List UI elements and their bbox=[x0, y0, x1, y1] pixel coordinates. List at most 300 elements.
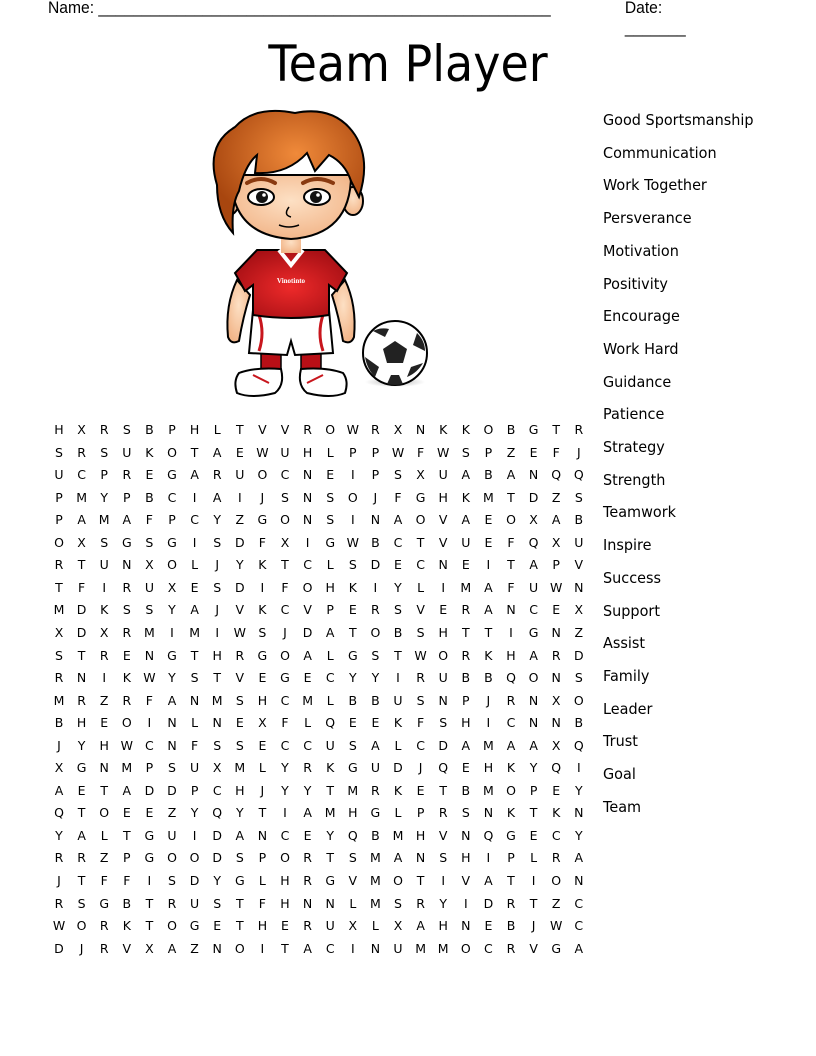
grid-letter[interactable]: T bbox=[461, 624, 470, 640]
grid-letter[interactable]: S bbox=[100, 534, 109, 550]
grid-letter[interactable]: F bbox=[190, 737, 199, 753]
grid-letter[interactable]: K bbox=[258, 557, 267, 573]
grid-letter[interactable]: Y bbox=[235, 805, 244, 821]
grid-letter[interactable]: I bbox=[260, 579, 265, 595]
grid-letter[interactable]: T bbox=[190, 647, 199, 663]
grid-letter[interactable]: W bbox=[256, 444, 269, 460]
grid-letter[interactable]: I bbox=[373, 579, 378, 595]
grid-letter[interactable]: T bbox=[145, 918, 154, 934]
grid-letter[interactable]: J bbox=[215, 602, 220, 618]
grid-letter[interactable]: M bbox=[437, 940, 449, 956]
grid-letter[interactable]: C bbox=[484, 940, 493, 956]
grid-letter[interactable]: D bbox=[528, 489, 539, 505]
grid-letter[interactable]: K bbox=[439, 422, 448, 437]
grid-letter[interactable]: O bbox=[506, 782, 516, 798]
grid-letter[interactable]: E bbox=[348, 715, 357, 731]
grid-letter[interactable]: C bbox=[280, 737, 290, 753]
grid-letter[interactable]: M bbox=[369, 895, 381, 911]
grid-letter[interactable]: M bbox=[143, 624, 155, 640]
grid-letter[interactable]: E bbox=[371, 715, 380, 731]
grid-letter[interactable]: C bbox=[506, 715, 516, 731]
grid-letter[interactable]: G bbox=[528, 422, 539, 437]
grid-letter[interactable]: S bbox=[55, 647, 63, 663]
grid-letter[interactable]: P bbox=[123, 489, 131, 505]
grid-letter[interactable]: T bbox=[235, 918, 244, 934]
grid-letter[interactable]: D bbox=[302, 624, 313, 640]
grid-letter[interactable]: K bbox=[122, 918, 131, 934]
grid-letter[interactable]: O bbox=[257, 467, 268, 483]
grid-letter[interactable]: I bbox=[192, 827, 197, 843]
grid-letter[interactable]: P bbox=[462, 692, 470, 708]
grid-letter[interactable]: A bbox=[529, 647, 538, 663]
grid-letter[interactable]: C bbox=[280, 602, 290, 618]
grid-letter[interactable]: N bbox=[167, 715, 177, 731]
grid-letter[interactable]: T bbox=[348, 624, 357, 640]
grid-letter[interactable]: L bbox=[326, 692, 334, 708]
grid-letter[interactable]: X bbox=[393, 422, 403, 437]
grid-letter[interactable]: S bbox=[394, 602, 402, 618]
grid-letter[interactable]: N bbox=[438, 557, 448, 573]
grid-letter[interactable]: A bbox=[529, 557, 538, 573]
grid-letter[interactable]: Y bbox=[303, 782, 312, 798]
grid-letter[interactable]: B bbox=[461, 670, 471, 686]
grid-letter[interactable]: W bbox=[346, 534, 359, 550]
grid-letter[interactable]: J bbox=[57, 737, 61, 753]
grid-letter[interactable]: J bbox=[486, 692, 491, 708]
grid-letter[interactable]: C bbox=[280, 467, 290, 483]
grid-letter[interactable]: X bbox=[54, 624, 64, 640]
grid-letter[interactable]: G bbox=[370, 805, 381, 821]
grid-letter[interactable]: G bbox=[528, 624, 539, 640]
grid-letter[interactable]: R bbox=[77, 692, 86, 708]
grid-letter[interactable]: P bbox=[371, 467, 380, 483]
grid-letter[interactable]: K bbox=[484, 647, 493, 663]
grid-letter[interactable]: R bbox=[122, 579, 132, 595]
grid-letter[interactable]: Q bbox=[483, 827, 494, 843]
grid-letter[interactable]: Z bbox=[99, 850, 109, 866]
grid-letter[interactable]: Z bbox=[506, 444, 516, 460]
grid-letter[interactable]: M bbox=[482, 782, 494, 798]
grid-letter[interactable]: S bbox=[77, 895, 86, 911]
grid-letter[interactable]: I bbox=[463, 895, 468, 911]
grid-letter[interactable]: D bbox=[393, 760, 403, 776]
grid-letter[interactable]: X bbox=[348, 918, 358, 934]
grid-letter[interactable]: U bbox=[235, 467, 245, 483]
grid-letter[interactable]: L bbox=[394, 737, 402, 753]
grid-letter[interactable]: T bbox=[190, 444, 199, 460]
grid-letter[interactable]: V bbox=[574, 557, 584, 573]
grid-letter[interactable]: K bbox=[100, 602, 109, 618]
grid-letter[interactable]: E bbox=[235, 444, 244, 460]
grid-letter[interactable]: B bbox=[461, 782, 471, 798]
grid-letter[interactable]: O bbox=[234, 940, 245, 956]
grid-letter[interactable]: M bbox=[302, 692, 313, 708]
grid-letter[interactable]: S bbox=[235, 692, 244, 708]
grid-letter[interactable]: M bbox=[482, 737, 494, 753]
grid-letter[interactable]: Q bbox=[573, 467, 584, 483]
grid-letter[interactable]: Y bbox=[394, 579, 402, 595]
grid-letter[interactable]: R bbox=[303, 873, 312, 888]
grid-letter[interactable]: F bbox=[123, 873, 131, 888]
grid-letter[interactable]: N bbox=[212, 715, 222, 731]
grid-letter[interactable]: Z bbox=[190, 940, 199, 956]
grid-letter[interactable]: I bbox=[509, 624, 513, 640]
grid-letter[interactable]: W bbox=[391, 444, 405, 460]
grid-letter[interactable]: I bbox=[283, 805, 287, 821]
grid-letter[interactable]: E bbox=[122, 647, 131, 663]
grid-letter[interactable]: T bbox=[100, 782, 108, 798]
grid-letter[interactable]: L bbox=[530, 850, 538, 866]
grid-letter[interactable]: R bbox=[371, 602, 380, 618]
grid-letter[interactable]: J bbox=[373, 489, 378, 505]
grid-letter[interactable]: H bbox=[483, 760, 494, 776]
grid-letter[interactable]: Q bbox=[528, 534, 539, 550]
grid-letter[interactable]: N bbox=[189, 692, 200, 708]
grid-letter[interactable]: V bbox=[461, 873, 471, 888]
grid-letter[interactable]: D bbox=[144, 782, 155, 798]
grid-letter[interactable]: N bbox=[370, 940, 381, 956]
grid-letter[interactable]: G bbox=[144, 850, 155, 866]
grid-letter[interactable]: A bbox=[393, 850, 403, 866]
grid-letter[interactable]: T bbox=[122, 827, 131, 843]
grid-letter[interactable]: D bbox=[234, 534, 245, 550]
grid-letter[interactable]: N bbox=[483, 805, 494, 821]
grid-letter[interactable]: V bbox=[258, 422, 267, 437]
grid-letter[interactable]: Q bbox=[438, 760, 449, 776]
grid-letter[interactable]: C bbox=[190, 512, 199, 528]
grid-letter[interactable]: T bbox=[484, 624, 493, 640]
grid-letter[interactable]: N bbox=[325, 895, 335, 911]
grid-letter[interactable]: P bbox=[123, 850, 131, 866]
grid-letter[interactable]: R bbox=[303, 422, 312, 437]
grid-letter[interactable]: E bbox=[303, 827, 312, 843]
grid-letter[interactable]: M bbox=[189, 624, 200, 640]
grid-letter[interactable]: T bbox=[552, 422, 560, 437]
grid-letter[interactable]: Y bbox=[100, 489, 108, 505]
grid-letter[interactable]: R bbox=[371, 782, 380, 798]
grid-letter[interactable]: S bbox=[394, 895, 402, 911]
grid-letter[interactable]: S bbox=[281, 489, 289, 505]
grid-letter[interactable]: R bbox=[99, 647, 109, 663]
grid-letter[interactable]: K bbox=[122, 670, 131, 686]
grid-letter[interactable]: Y bbox=[574, 782, 583, 798]
grid-letter[interactable]: U bbox=[99, 557, 109, 573]
grid-letter[interactable]: T bbox=[281, 557, 289, 573]
grid-letter[interactable]: S bbox=[55, 444, 63, 460]
grid-letter[interactable]: S bbox=[574, 670, 583, 686]
grid-letter[interactable]: T bbox=[507, 489, 515, 505]
grid-letter[interactable]: C bbox=[416, 737, 425, 753]
grid-letter[interactable]: X bbox=[77, 534, 86, 550]
grid-letter[interactable]: N bbox=[551, 715, 561, 731]
grid-letter[interactable]: H bbox=[99, 737, 109, 753]
grid-letter[interactable]: H bbox=[212, 647, 222, 663]
grid-letter[interactable]: A bbox=[235, 827, 245, 843]
grid-letter[interactable]: S bbox=[258, 624, 267, 640]
grid-letter[interactable]: P bbox=[145, 760, 154, 776]
grid-letter[interactable]: I bbox=[486, 850, 491, 866]
grid-letter[interactable]: M bbox=[369, 873, 381, 888]
grid-letter[interactable]: R bbox=[167, 895, 177, 911]
grid-letter[interactable]: Z bbox=[99, 692, 109, 708]
grid-letter[interactable]: N bbox=[551, 670, 561, 686]
grid-letter[interactable]: S bbox=[326, 489, 335, 505]
grid-letter[interactable]: M bbox=[76, 489, 87, 505]
grid-letter[interactable]: B bbox=[371, 827, 380, 843]
grid-letter[interactable]: E bbox=[484, 918, 493, 934]
grid-letter[interactable]: R bbox=[77, 444, 86, 460]
grid-letter[interactable]: F bbox=[281, 579, 289, 595]
grid-letter[interactable]: A bbox=[461, 737, 471, 753]
grid-letter[interactable]: X bbox=[54, 760, 64, 776]
grid-letter[interactable]: T bbox=[507, 557, 515, 573]
grid-letter[interactable]: A bbox=[461, 467, 471, 483]
grid-letter[interactable]: X bbox=[145, 940, 154, 956]
grid-letter[interactable]: V bbox=[280, 422, 290, 437]
grid-letter[interactable]: L bbox=[100, 827, 108, 843]
grid-letter[interactable]: E bbox=[416, 782, 425, 798]
grid-letter[interactable]: T bbox=[416, 873, 425, 888]
grid-letter[interactable]: D bbox=[212, 850, 222, 866]
grid-letter[interactable]: I bbox=[147, 715, 152, 731]
grid-letter[interactable]: E bbox=[484, 512, 493, 528]
grid-letter[interactable]: F bbox=[77, 579, 86, 595]
grid-letter[interactable]: I bbox=[531, 873, 536, 888]
grid-letter[interactable]: H bbox=[257, 918, 268, 934]
date-field[interactable]: Date: _______ bbox=[624, 0, 686, 37]
grid-letter[interactable]: C bbox=[77, 467, 86, 483]
grid-letter[interactable]: S bbox=[122, 602, 131, 618]
grid-letter[interactable]: O bbox=[54, 534, 64, 550]
grid-letter[interactable]: S bbox=[326, 512, 335, 528]
grid-letter[interactable]: H bbox=[189, 422, 200, 437]
grid-letter[interactable]: T bbox=[416, 534, 425, 550]
grid-letter[interactable]: S bbox=[235, 737, 244, 753]
grid-letter[interactable]: F bbox=[258, 895, 266, 911]
grid-letter[interactable]: G bbox=[167, 647, 177, 663]
grid-letter[interactable]: Y bbox=[213, 873, 221, 888]
grid-letter[interactable]: S bbox=[348, 737, 357, 753]
grid-letter[interactable]: W bbox=[143, 670, 156, 686]
grid-letter[interactable]: Y bbox=[348, 670, 357, 686]
grid-letter[interactable]: O bbox=[167, 918, 177, 934]
grid-letter[interactable]: B bbox=[371, 692, 380, 708]
grid-letter[interactable]: G bbox=[121, 534, 132, 550]
grid-letter[interactable]: Y bbox=[326, 827, 334, 843]
grid-letter[interactable]: U bbox=[574, 534, 584, 550]
grid-letter[interactable]: C bbox=[145, 737, 154, 753]
grid-letter[interactable]: N bbox=[76, 670, 87, 686]
grid-letter[interactable]: B bbox=[54, 715, 64, 731]
grid-letter[interactable]: K bbox=[552, 805, 561, 821]
grid-letter[interactable]: I bbox=[486, 715, 491, 731]
grid-letter[interactable]: O bbox=[438, 647, 449, 663]
grid-letter[interactable]: V bbox=[235, 602, 245, 618]
grid-letter[interactable]: N bbox=[415, 850, 426, 866]
name-field[interactable]: Name: ____________________________________________________ bbox=[48, 0, 551, 17]
grid-letter[interactable]: P bbox=[55, 489, 63, 505]
grid-letter[interactable]: A bbox=[190, 602, 199, 618]
grid-letter[interactable]: X bbox=[77, 422, 86, 437]
grid-letter[interactable]: Z bbox=[574, 624, 584, 640]
grid-letter[interactable]: M bbox=[121, 760, 133, 776]
grid-letter[interactable]: Z bbox=[235, 512, 245, 528]
grid-letter[interactable]: M bbox=[53, 602, 65, 618]
grid-letter[interactable]: I bbox=[147, 873, 152, 888]
grid-letter[interactable]: C bbox=[416, 557, 425, 573]
grid-letter[interactable]: S bbox=[416, 692, 425, 708]
grid-letter[interactable]: E bbox=[552, 782, 561, 798]
grid-letter[interactable]: T bbox=[77, 873, 86, 888]
grid-letter[interactable]: X bbox=[551, 692, 561, 708]
grid-letter[interactable]: B bbox=[145, 422, 154, 437]
grid-letter[interactable]: S bbox=[461, 444, 470, 460]
grid-letter[interactable]: T bbox=[326, 782, 334, 798]
grid-letter[interactable]: I bbox=[170, 624, 174, 640]
grid-letter[interactable]: O bbox=[506, 512, 516, 528]
grid-letter[interactable]: G bbox=[144, 827, 155, 843]
grid-letter[interactable]: J bbox=[283, 624, 287, 640]
grid-letter[interactable]: C bbox=[280, 827, 290, 843]
grid-letter[interactable]: N bbox=[302, 512, 313, 528]
grid-letter[interactable]: J bbox=[57, 873, 61, 888]
grid-letter[interactable]: M bbox=[234, 760, 246, 776]
grid-letter[interactable]: S bbox=[213, 534, 222, 550]
grid-letter[interactable]: C bbox=[303, 557, 312, 573]
grid-letter[interactable]: A bbox=[371, 737, 380, 753]
grid-letter[interactable]: B bbox=[484, 467, 493, 483]
grid-letter[interactable]: R bbox=[416, 670, 425, 686]
grid-letter[interactable]: A bbox=[190, 467, 199, 483]
grid-letter[interactable]: G bbox=[325, 873, 336, 888]
grid-letter[interactable]: A bbox=[484, 602, 493, 618]
grid-letter[interactable]: V bbox=[235, 670, 245, 686]
grid-letter[interactable]: H bbox=[506, 647, 516, 663]
grid-letter[interactable]: D bbox=[573, 647, 584, 663]
grid-letter[interactable]: N bbox=[528, 715, 539, 731]
grid-letter[interactable]: R bbox=[99, 422, 109, 437]
grid-letter[interactable]: R bbox=[506, 692, 516, 708]
grid-letter[interactable]: A bbox=[574, 940, 584, 956]
grid-letter[interactable]: B bbox=[506, 422, 516, 437]
grid-letter[interactable]: V bbox=[416, 602, 425, 618]
grid-letter[interactable]: N bbox=[551, 624, 561, 640]
grid-letter[interactable]: X bbox=[99, 624, 109, 640]
grid-letter[interactable]: I bbox=[192, 534, 197, 550]
grid-letter[interactable]: E bbox=[100, 715, 109, 731]
grid-letter[interactable]: V bbox=[438, 827, 448, 843]
grid-letter[interactable]: L bbox=[213, 422, 221, 437]
grid-letter[interactable]: B bbox=[348, 692, 358, 708]
grid-letter[interactable]: M bbox=[347, 782, 359, 798]
grid-letter[interactable]: L bbox=[191, 715, 199, 731]
grid-letter[interactable]: G bbox=[257, 647, 268, 663]
grid-letter[interactable]: A bbox=[122, 512, 132, 528]
grid-letter[interactable]: B bbox=[574, 715, 584, 731]
grid-letter[interactable]: B bbox=[145, 489, 154, 505]
grid-letter[interactable]: V bbox=[529, 940, 538, 956]
grid-letter[interactable]: E bbox=[190, 579, 199, 595]
grid-letter[interactable]: I bbox=[396, 670, 400, 686]
grid-letter[interactable]: E bbox=[439, 602, 448, 618]
grid-letter[interactable]: F bbox=[507, 534, 515, 550]
grid-letter[interactable]: K bbox=[461, 422, 470, 437]
grid-letter[interactable]: P bbox=[529, 782, 538, 798]
grid-letter[interactable]: P bbox=[507, 850, 515, 866]
grid-letter[interactable]: F bbox=[145, 692, 153, 708]
grid-letter[interactable]: I bbox=[102, 670, 107, 686]
grid-letter[interactable]: N bbox=[370, 512, 381, 528]
grid-letter[interactable]: L bbox=[326, 444, 334, 460]
grid-letter[interactable]: A bbox=[167, 940, 177, 956]
grid-letter[interactable]: B bbox=[122, 895, 132, 911]
grid-letter[interactable]: X bbox=[551, 534, 561, 550]
grid-letter[interactable]: E bbox=[77, 782, 86, 798]
grid-letter[interactable]: T bbox=[439, 782, 447, 798]
grid-letter[interactable]: J bbox=[576, 444, 581, 460]
grid-letter[interactable]: Q bbox=[551, 760, 562, 776]
grid-letter[interactable]: G bbox=[99, 895, 110, 911]
grid-letter[interactable]: T bbox=[77, 647, 86, 663]
grid-letter[interactable]: X bbox=[212, 760, 222, 776]
grid-letter[interactable]: O bbox=[167, 444, 177, 460]
grid-letter[interactable]: Z bbox=[551, 895, 561, 911]
grid-letter[interactable]: A bbox=[484, 873, 493, 888]
grid-letter[interactable]: T bbox=[77, 557, 86, 573]
grid-letter[interactable]: A bbox=[303, 940, 312, 956]
grid-letter[interactable]: U bbox=[438, 670, 448, 686]
grid-letter[interactable]: H bbox=[76, 715, 87, 731]
grid-letter[interactable]: P bbox=[326, 602, 334, 618]
grid-letter[interactable]: T bbox=[55, 579, 63, 595]
grid-letter[interactable]: I bbox=[192, 489, 197, 505]
grid-letter[interactable]: P bbox=[168, 512, 176, 528]
grid-letter[interactable]: P bbox=[371, 444, 380, 460]
grid-letter[interactable]: M bbox=[53, 692, 65, 708]
grid-letter[interactable]: Y bbox=[439, 895, 447, 911]
grid-letter[interactable]: Z bbox=[167, 805, 177, 821]
grid-letter[interactable]: N bbox=[461, 918, 471, 934]
grid-letter[interactable]: U bbox=[325, 918, 335, 934]
grid-letter[interactable]: R bbox=[371, 422, 380, 437]
grid-letter[interactable]: L bbox=[417, 579, 425, 595]
grid-letter[interactable]: K bbox=[145, 444, 154, 460]
grid-letter[interactable]: U bbox=[190, 895, 200, 911]
grid-letter[interactable]: S bbox=[439, 850, 448, 866]
grid-letter[interactable]: E bbox=[145, 805, 154, 821]
grid-letter[interactable]: S bbox=[190, 670, 199, 686]
grid-letter[interactable]: X bbox=[574, 602, 584, 618]
grid-letter[interactable]: O bbox=[573, 692, 584, 708]
grid-letter[interactable]: P bbox=[190, 782, 199, 798]
grid-letter[interactable]: J bbox=[260, 489, 265, 505]
grid-letter[interactable]: U bbox=[167, 827, 177, 843]
grid-letter[interactable]: E bbox=[145, 467, 154, 483]
grid-letter[interactable]: A bbox=[325, 624, 335, 640]
grid-letter[interactable]: D bbox=[483, 895, 494, 911]
grid-letter[interactable]: S bbox=[574, 489, 583, 505]
grid-letter[interactable]: G bbox=[76, 760, 87, 776]
grid-letter[interactable]: X bbox=[393, 918, 403, 934]
grid-letter[interactable]: W bbox=[550, 579, 563, 595]
grid-letter[interactable]: A bbox=[303, 805, 312, 821]
grid-letter[interactable]: U bbox=[461, 534, 471, 550]
grid-letter[interactable]: E bbox=[258, 670, 267, 686]
grid-letter[interactable]: P bbox=[100, 467, 108, 483]
grid-letter[interactable]: R bbox=[416, 895, 425, 911]
grid-letter[interactable]: N bbox=[257, 827, 268, 843]
grid-letter[interactable]: E bbox=[213, 918, 222, 934]
